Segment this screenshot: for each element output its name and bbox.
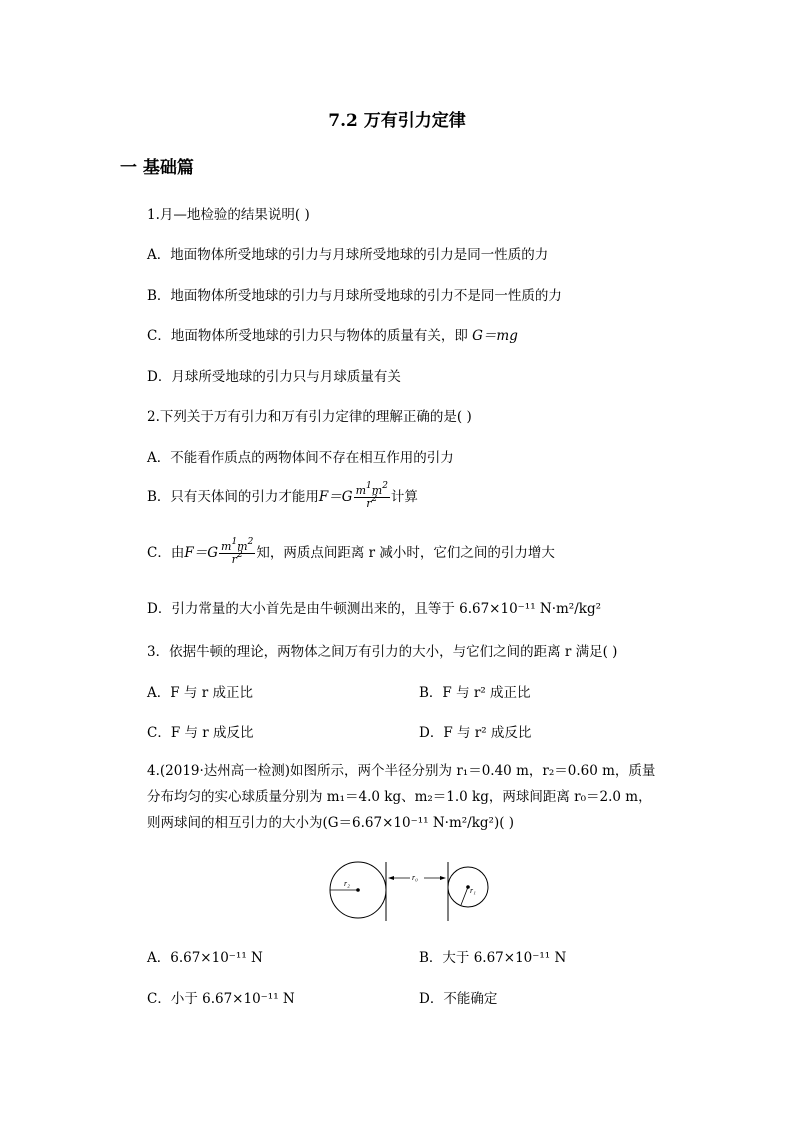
q1-option-c-text: C．地面物体所受地球的引力只与物体的质量有关，即 bbox=[147, 328, 468, 344]
q2-b-fraction-den: $r^2$ bbox=[366, 494, 378, 510]
r0-arrow-right bbox=[440, 876, 446, 880]
q3-option-a: A．F 与 r 成正比 bbox=[147, 685, 253, 701]
two-spheres-figure bbox=[328, 857, 498, 927]
fig-label-r2: r₂ bbox=[344, 879, 350, 888]
q2-b-fraction bbox=[354, 481, 390, 510]
q2-b-formula-lhs: F＝G bbox=[318, 489, 353, 505]
q4-stem: 4.(2019·达州高一检测)如图所示，两个半径分别为 r₁＝0.40 m，r₂＝0.60 m，质量分布均匀的实心球质量分别为 m₁＝4.0 kg、m₂＝1.0 kg，两球间距离 r₀＝2.0 m，则两球间的相互引力的大小为(G＝6.67×10⁻¹¹ N·m²/kg²)( ) bbox=[147, 763, 656, 831]
q2-option-b-text: B．只有天体间的引力才能用 bbox=[147, 489, 319, 505]
sphere-r2-center bbox=[356, 888, 360, 892]
q2-option-a: A．不能看作质点的两物体间不存在相互作用的引力 bbox=[147, 450, 454, 466]
q3-option-c: C．F 与 r 成反比 bbox=[147, 725, 254, 741]
section-heading: 一 基础篇 bbox=[120, 158, 194, 178]
fig-label-r1: r₁ bbox=[470, 886, 476, 895]
q2-c-fraction bbox=[219, 537, 255, 566]
q2-c-fraction-den: $r^2$ bbox=[231, 550, 243, 566]
q1-stem: 1.月—地检验的结果说明( ) bbox=[147, 207, 310, 223]
q3-stem: 3．依据牛顿的理论，两物体之间万有引力的大小，与它们之间的距离 r 满足( ) bbox=[147, 644, 618, 660]
q1-option-a: A．地面物体所受地球的引力与月球所受地球的引力是同一性质的力 bbox=[147, 247, 549, 263]
fig-label-r0: r₀ bbox=[412, 873, 418, 882]
q2-b-fraction-num: $m^1m^2$ bbox=[355, 481, 388, 497]
q4-option-d: D．不能确定 bbox=[419, 991, 498, 1007]
r0-arrow-left bbox=[388, 876, 394, 880]
q2-c-formula-lhs: F＝G bbox=[184, 545, 218, 561]
page-title: 7.2 万有引力定律 bbox=[328, 111, 466, 131]
q2-option-b-post: 计算 bbox=[390, 489, 418, 505]
q3-option-b: B．F 与 r² 成正比 bbox=[419, 685, 531, 701]
q4-option-a: A．6.67×10⁻¹¹ N bbox=[147, 950, 263, 966]
q2-option-b bbox=[147, 481, 418, 510]
q2-option-c bbox=[147, 537, 555, 566]
q2-option-d: D．引力常量的大小首先是由牛顿测出来的，且等于 6.67×10⁻¹¹ N·m²/kg² bbox=[147, 601, 602, 617]
q4-option-b: B．大于 6.67×10⁻¹¹ N bbox=[419, 950, 567, 966]
q2-stem: 2.下列关于万有引力和万有引力定律的理解正确的是( ) bbox=[147, 409, 472, 425]
q2-option-c-post: 知，两质点间距离 r 减小时，它们之间的引力增大 bbox=[256, 545, 555, 561]
q2-c-fraction-num: $m^1m^2$ bbox=[221, 537, 254, 553]
q1-option-b: B．地面物体所受地球的引力与月球所受地球的引力不是同一性质的力 bbox=[147, 288, 562, 304]
q1-option-c-formula: G＝mg bbox=[472, 328, 518, 344]
q1-option-c bbox=[147, 324, 518, 344]
q3-option-d: D．F 与 r² 成反比 bbox=[419, 725, 532, 741]
q4-option-c: C．小于 6.67×10⁻¹¹ N bbox=[147, 991, 295, 1007]
q2-option-c-text: C．由 bbox=[147, 545, 185, 561]
r1-radius-line bbox=[461, 887, 468, 905]
q1-option-d: D．月球所受地球的引力只与月球质量有关 bbox=[147, 369, 401, 385]
